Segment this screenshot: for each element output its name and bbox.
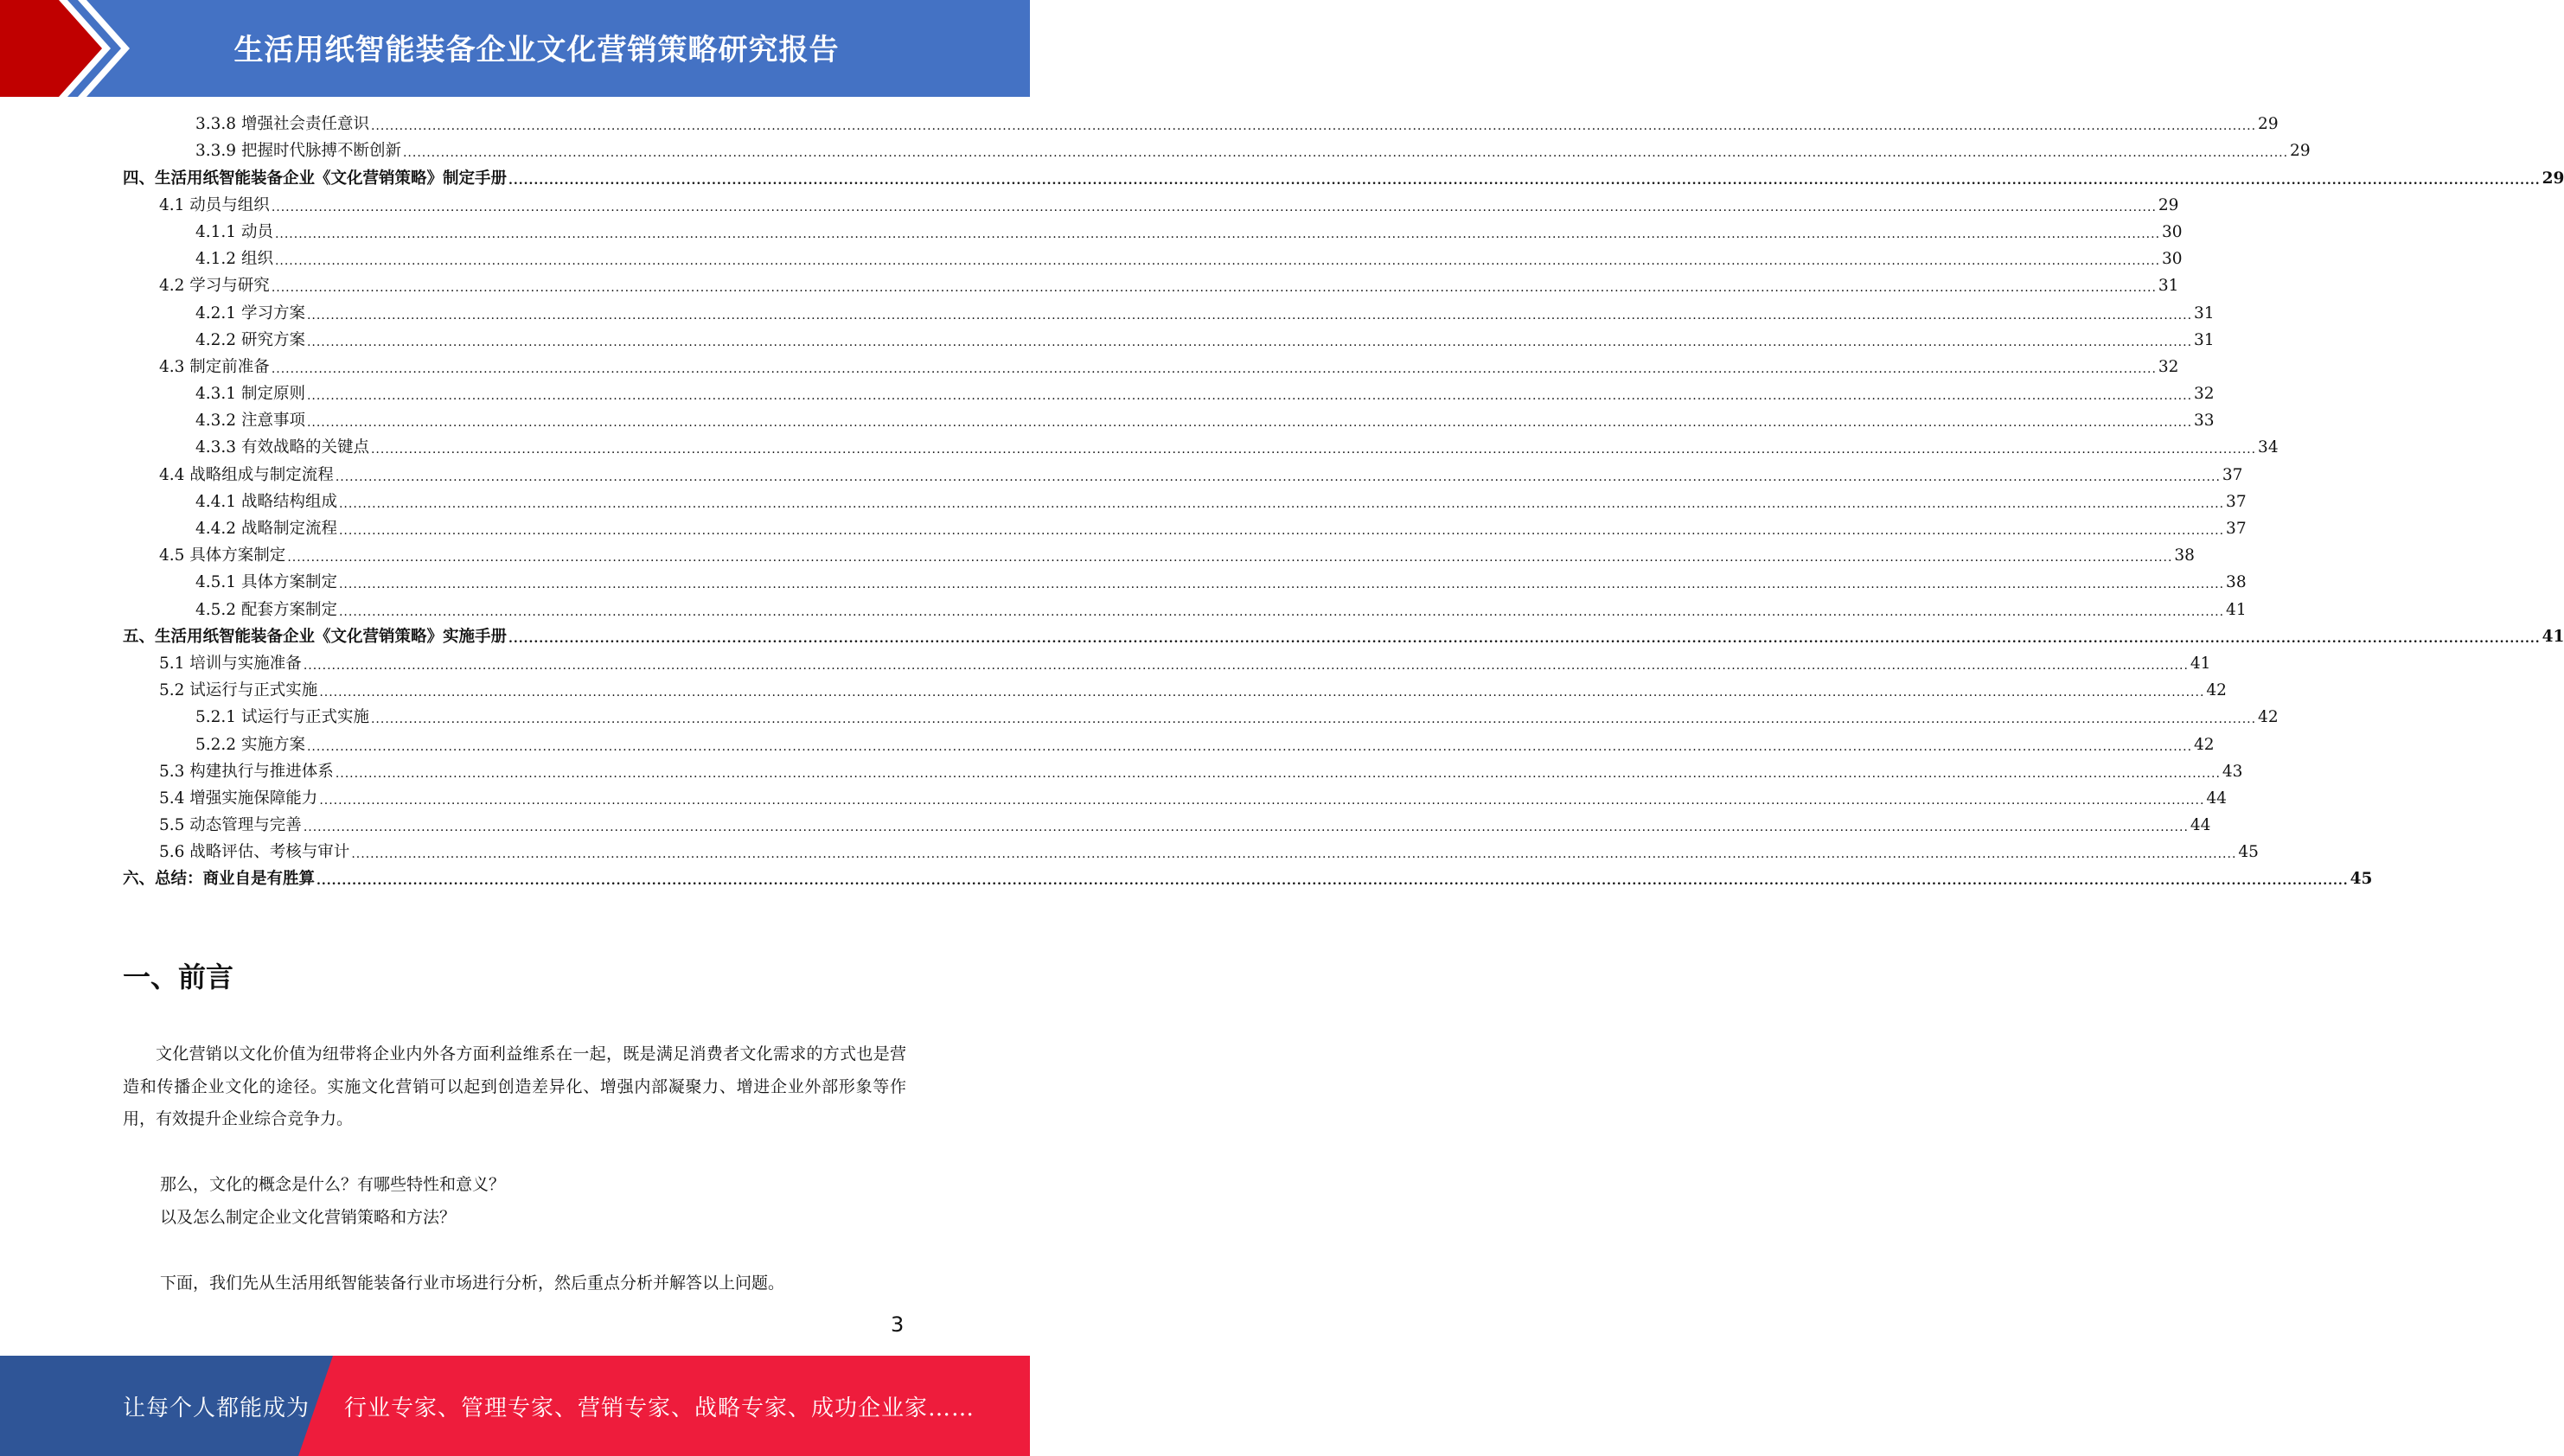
toc-dot-leader: ................................................................................................................................................................................................................................................................................................................................................................................................................ <box>319 793 2205 808</box>
footer-slogan-right: 行业专家、管理专家、营销专家、战略专家、成功企业家…… <box>344 1395 975 1421</box>
toc-entry-label: 4.3.1 制定原则 <box>195 385 305 404</box>
toc-dot-leader: ................................................................................................................................................................................................................................................................................................................................................................................................................ <box>335 766 2221 781</box>
toc-entry[interactable] <box>123 704 2279 731</box>
toc-entry[interactable] <box>123 407 2215 434</box>
toc-entry-label: 4.2 学习与研究 <box>159 277 270 296</box>
toc-entry-page: 41 <box>2542 627 2564 646</box>
toc-entry[interactable] <box>123 354 2179 380</box>
toc-entry-page: 32 <box>2194 385 2215 404</box>
toc-dot-leader: ................................................................................................................................................................................................................................................................................................................................................................................................................ <box>508 631 2541 646</box>
toc-dot-leader: ................................................................................................................................................................................................................................................................................................................................................................................................................ <box>370 712 2257 727</box>
toc-dot-leader: ................................................................................................................................................................................................................................................................................................................................................................................................................ <box>317 874 2349 889</box>
toc-entry-page: 29 <box>2542 169 2564 188</box>
toc-entry-label: 4.4.2 战略制定流程 <box>195 520 337 538</box>
toc-entry-label: 4.3.2 注意事项 <box>195 412 305 431</box>
toc-entry-page: 30 <box>2162 222 2183 241</box>
toc-entry[interactable] <box>123 461 2243 488</box>
toc-entry-page: 29 <box>2290 142 2311 161</box>
report-title: 生活用纸智能装备企业文化营销策略研究报告 <box>233 33 840 67</box>
toc-entry[interactable] <box>123 164 2564 191</box>
toc-dot-leader: ................................................................................................................................................................................................................................................................................................................................................................................................................ <box>306 416 2193 431</box>
toc-entry-label: 4.1.2 组织 <box>195 250 273 269</box>
toc-entry[interactable] <box>123 677 2227 704</box>
toc-entry[interactable] <box>123 434 2279 461</box>
header-banner <box>0 0 1030 97</box>
toc-dot-leader: ................................................................................................................................................................................................................................................................................................................................................................................................................ <box>303 821 2189 835</box>
toc-entry[interactable] <box>123 785 2227 812</box>
question-line-2: 以及怎么制定企业文化营销策略和方法？ <box>160 1208 457 1227</box>
toc-entry-page: 37 <box>2226 492 2247 511</box>
toc-entry-label: 4.5.1 具体方案制定 <box>195 573 337 592</box>
toc-entry[interactable] <box>123 623 2564 650</box>
toc-dot-leader: ................................................................................................................................................................................................................................................................................................................................................................................................................ <box>338 578 2225 592</box>
intro-paragraph: 文化营销以文化价值为纽带将企业内外各方面利益维系在一起，既是满足消费者文化需求的方式也是营造和传播企业文化的途径。实施文化营销可以起到创造差异化、增强内部凝聚力、增进企业外部形象等作用，有效提升企业综合竞争力。 <box>123 1044 906 1128</box>
toc-entry-page: 42 <box>2194 735 2215 754</box>
toc-dot-leader: ................................................................................................................................................................................................................................................................................................................................................................................................................ <box>338 524 2225 538</box>
toc-dot-leader: ................................................................................................................................................................................................................................................................................................................................................................................................................ <box>271 200 2157 214</box>
footer-banner <box>0 1356 1030 1456</box>
toc-entry-label: 4.3 制定前准备 <box>159 357 270 376</box>
toc-entry[interactable] <box>123 758 2243 785</box>
toc-dot-leader: ................................................................................................................................................................................................................................................................................................................................................................................................................ <box>508 173 2541 188</box>
toc-entry-label: 六、总结：商业自是有胜算 <box>123 870 316 889</box>
toc-entry-label: 5.2.2 实施方案 <box>195 735 305 754</box>
toc-dot-leader: ................................................................................................................................................................................................................................................................................................................................................................................................................ <box>271 281 2157 296</box>
toc-entry-page: 42 <box>2258 708 2279 727</box>
toc-dot-leader: ................................................................................................................................................................................................................................................................................................................................................................................................................ <box>306 308 2193 322</box>
toc-entry-page: 41 <box>2226 600 2247 619</box>
toc-entry[interactable] <box>123 272 2179 299</box>
toc-entry-label: 5.2 试运行与正式实施 <box>159 681 318 700</box>
question-line-1: 那么，文化的概念是什么？有哪些特性和意义？ <box>160 1175 506 1194</box>
toc-dot-leader: ................................................................................................................................................................................................................................................................................................................................................................................................................ <box>319 686 2205 700</box>
section-heading: 一、前言 <box>123 961 234 993</box>
toc-entry-label: 5.4 增强实施保障能力 <box>159 789 318 808</box>
toc-entry-page: 38 <box>2174 546 2195 565</box>
toc-entry-page: 44 <box>2206 789 2227 808</box>
toc-dot-leader: ................................................................................................................................................................................................................................................................................................................................................................................................................ <box>338 496 2225 511</box>
toc-entry-label: 5.6 战略评估、考核与审计 <box>159 843 350 862</box>
toc-entry[interactable] <box>123 542 2195 569</box>
toc-entry-label: 五、生活用纸智能装备企业《文化营销策略》实施手册 <box>123 627 508 646</box>
toc-entry-page: 32 <box>2158 357 2179 376</box>
toc-entry[interactable] <box>123 489 2247 515</box>
toc-entry-page: 41 <box>2190 654 2211 673</box>
footer-slogan-left: 让每个人都能成为 <box>123 1395 310 1421</box>
toc-entry-label: 3.3.8 增强社会责任意识 <box>195 115 369 134</box>
toc-entry-page: 42 <box>2206 681 2227 700</box>
toc-entry-label: 5.3 构建执行与推进体系 <box>159 762 334 781</box>
toc-entry-page: 31 <box>2158 277 2179 296</box>
toc-entry-label: 3.3.9 把握时代脉搏不断创新 <box>195 142 401 161</box>
toc-entry-label: 4.3.3 有效战略的关键点 <box>195 438 369 457</box>
toc-entry[interactable] <box>123 299 2215 326</box>
page-number: 3 <box>891 1312 905 1337</box>
toc-entry-label: 4.5 具体方案制定 <box>159 546 286 565</box>
toc-dot-leader: ................................................................................................................................................................................................................................................................................................................................................................................................................ <box>370 119 2257 134</box>
toc-dot-leader: ................................................................................................................................................................................................................................................................................................................................................................................................................ <box>306 739 2193 754</box>
toc-entry-page: 45 <box>2350 870 2373 889</box>
toc-entry-page: 33 <box>2194 412 2215 431</box>
toc-dot-leader: ................................................................................................................................................................................................................................................................................................................................................................................................................ <box>271 361 2157 376</box>
toc-dot-leader: ................................................................................................................................................................................................................................................................................................................................................................................................................ <box>274 227 2161 241</box>
toc-entry-label: 4.1.1 动员 <box>195 222 273 241</box>
toc-entry[interactable] <box>123 865 2373 892</box>
toc-entry[interactable] <box>123 839 2259 865</box>
closing-line: 下面，我们先从生活用纸智能装备行业市场进行分析，然后重点分析并解答以上问题。 <box>160 1274 785 1293</box>
toc-entry-label: 5.2.1 试运行与正式实施 <box>195 708 369 727</box>
toc-entry-label: 四、生活用纸智能装备企业《文化营销策略》制定手册 <box>123 169 508 188</box>
table-of-contents <box>123 111 2564 892</box>
toc-dot-leader: ................................................................................................................................................................................................................................................................................................................................................................................................................ <box>274 254 2161 269</box>
toc-entry[interactable] <box>123 246 2183 272</box>
toc-entry-page: 31 <box>2194 330 2215 349</box>
toc-dot-leader: ................................................................................................................................................................................................................................................................................................................................................................................................................ <box>335 469 2221 484</box>
toc-dot-leader: ................................................................................................................................................................................................................................................................................................................................................................................................................ <box>306 389 2193 404</box>
toc-entry[interactable] <box>123 192 2179 219</box>
toc-entry[interactable] <box>123 111 2279 137</box>
toc-entry-page: 34 <box>2258 438 2279 457</box>
toc-dot-leader: ................................................................................................................................................................................................................................................................................................................................................................................................................ <box>370 443 2257 457</box>
toc-entry[interactable] <box>123 731 2215 757</box>
toc-entry-label: 5.5 动态管理与完善 <box>159 816 302 835</box>
toc-entry[interactable] <box>123 137 2311 164</box>
toc-entry[interactable] <box>123 219 2183 246</box>
toc-entry[interactable] <box>123 650 2211 677</box>
toc-dot-leader: ................................................................................................................................................................................................................................................................................................................................................................................................................ <box>306 335 2193 349</box>
toc-entry-label: 4.2.1 学习方案 <box>195 303 305 322</box>
toc-entry[interactable] <box>123 380 2215 407</box>
toc-dot-leader: ................................................................................................................................................................................................................................................................................................................................................................................................................ <box>402 146 2289 161</box>
toc-entry-page: 45 <box>2238 843 2259 862</box>
toc-entry-page: 29 <box>2258 115 2279 134</box>
toc-dot-leader: ................................................................................................................................................................................................................................................................................................................................................................................................................ <box>351 847 2237 862</box>
toc-entry[interactable] <box>123 327 2215 354</box>
toc-entry-page: 31 <box>2194 303 2215 322</box>
toc-dot-leader: ................................................................................................................................................................................................................................................................................................................................................................................................................ <box>303 658 2189 673</box>
toc-entry-label: 5.1 培训与实施准备 <box>159 654 302 673</box>
toc-entry-label: 4.4 战略组成与制定流程 <box>159 465 334 484</box>
toc-entry-page: 37 <box>2226 520 2247 538</box>
toc-entry[interactable] <box>123 515 2247 542</box>
toc-entry-label: 4.2.2 研究方案 <box>195 330 305 349</box>
toc-entry[interactable] <box>123 569 2247 596</box>
toc-entry-label: 4.5.2 配套方案制定 <box>195 600 337 619</box>
toc-entry-page: 37 <box>2222 465 2243 484</box>
toc-entry-page: 44 <box>2190 816 2211 835</box>
toc-entry-page: 43 <box>2222 762 2243 781</box>
toc-entry-page: 38 <box>2226 573 2247 592</box>
toc-dot-leader: ................................................................................................................................................................................................................................................................................................................................................................................................................ <box>287 551 2173 565</box>
toc-entry-label: 4.1 动员与组织 <box>159 195 270 214</box>
toc-entry-page: 30 <box>2162 250 2183 269</box>
toc-entry-label: 4.4.1 战略结构组成 <box>195 492 337 511</box>
toc-entry[interactable] <box>123 812 2211 839</box>
toc-entry-page: 29 <box>2158 195 2179 214</box>
toc-dot-leader: ................................................................................................................................................................................................................................................................................................................................................................................................................ <box>338 604 2225 619</box>
toc-entry[interactable] <box>123 596 2247 623</box>
